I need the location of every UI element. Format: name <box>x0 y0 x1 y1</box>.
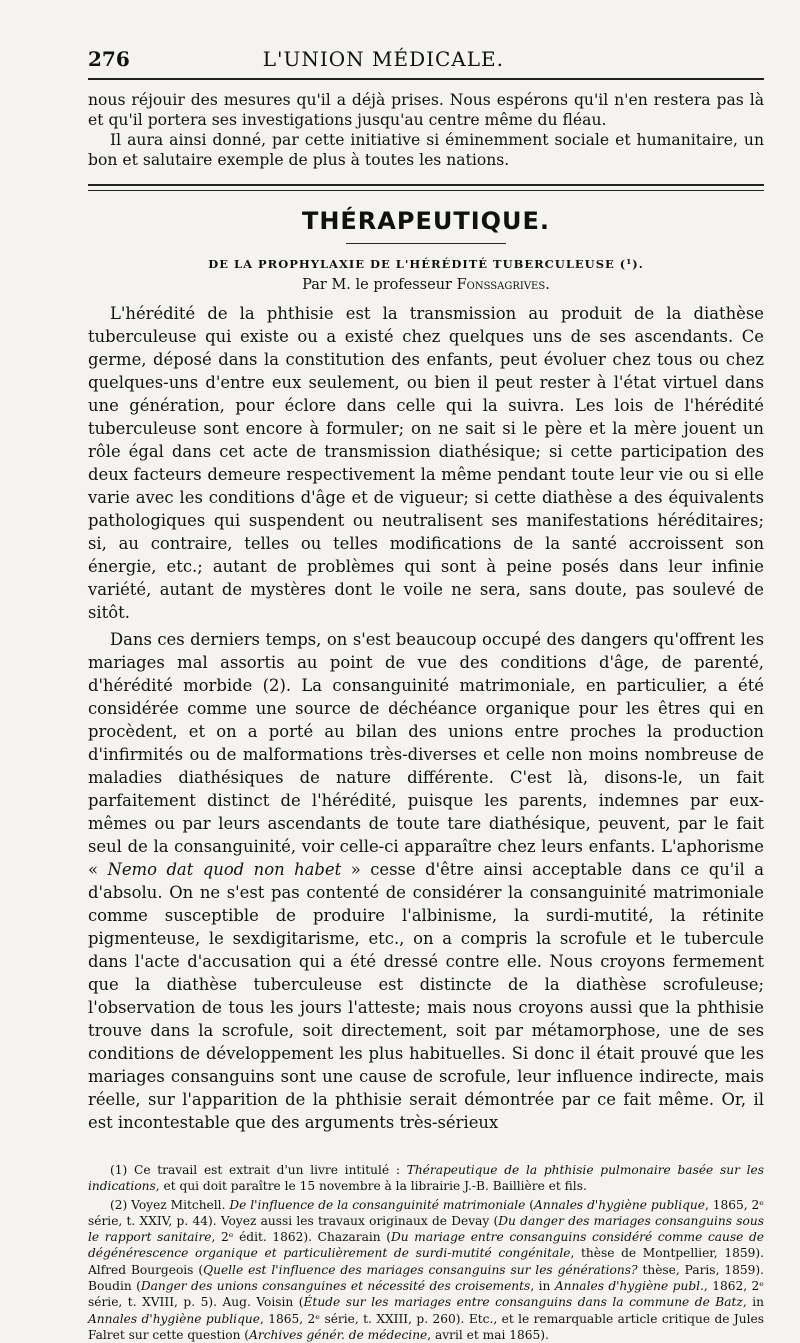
byline-author: Fonssagrives. <box>456 277 550 293</box>
body-paragraph-1: L'hérédité de la phthisie est la transmission au produit de la diathèse tuberculeuse qui existe ou a existé chez quelques uns de ses ascendants. Ce germe, déposé dans la constitution des enfants, peut évoluer chez tous ou chez quelques-uns d'entre eux seulement, ou bien il peut rester à l'état virtuel dans une génération, pour éclore dans celle qui la suivra. Les lois de l'hérédité tuberculeuse sont encore à formuler; on ne sait si le père et la mère jouent un rôle égal dans cet acte de transmission diathésique; si cette participation des deux facteurs demeure respectivement la même pendant toute leur vie ou si elle varie avec les conditions d'âge et de vigueur; si cette diathèse a des équivalents pathologiques qui suspendent ou neutralisent ses manifestations héréditaires; si, au contraire, telles ou telles modifications de la santé accroissent son énergie, etc.; autant de problèmes qui sont à peine posés dans leur infinie variété, autant de mystères dont le voile ne sera, sans doute, pas soulevé de sitôt. <box>88 304 764 622</box>
fn1-book-title: Thérapeutique de la phthisie pulmonaire basée sur les indications <box>88 1163 765 1194</box>
footnotes <box>88 1162 764 1343</box>
footnote-2 <box>88 1197 764 1343</box>
fn2-title-3: Du danger des mariages consanguins sous le rapport sanitaire <box>88 1213 764 1245</box>
fn2-title-4: Du mariage entre consanguins considéré comme cause de dégénérescence organique et particulièrement de surdi-mutité congénitale <box>88 1230 764 1261</box>
fn2-text-a: (2) Voyez Mitchell. <box>110 1197 226 1212</box>
byline-prefix: Par M. le professeur <box>302 277 452 293</box>
fn2-text-b: ( <box>529 1197 535 1212</box>
running-title: L'UNION MÉDICALE. <box>262 47 504 71</box>
fn2-title-8: Étude sur les mariages entre consanguins dans la commune de Batz <box>303 1295 743 1310</box>
fn2-text-c: , 1865, 2ᵉ série, t. XXIV, p. 44). Voyez aussi les travaux originaux de Devay ( <box>88 1197 765 1228</box>
fn1-text-b: , et qui doit paraître le 15 novembre à la librairie J.-B. Baillière et fils. <box>155 1179 587 1194</box>
fn2-text-h: , 1862, 2ᵉ série, t. XVIII, p. 5). Aug. Voisin ( <box>88 1279 764 1310</box>
fn2-title-5: Quelle est l'influence des mariages consanguins sur les générations? <box>203 1262 638 1277</box>
fn2-title-2: Annales d'hygiène publique <box>534 1197 705 1212</box>
body-p2-part1: Dans ces derniers temps, on s'est beaucoup occupé des dangers qu'offrent les mariages mal assortis au point de vue des conditions d'âge, de parenté, d'hérédité morbide (2). La consanguinité matrimoniale, en particulier, a été considérée comme une source de déchéance organique pour les êtres qui en procèdent, et on a porté au bilan des unions entre proches la production d'infirmités ou de malformations très-diverses et celle non moins nombreuse de maladies diathésiques de nature différente. C'est là, disons-le, un fait parfaitement distinct de l'hérédité, puisque les parents, indemnes par eux-mêmes ou par leurs ascendants de toute tare diathésique, peuvent, par le fait seul de la consanguinité, voir celle-ci apparaître chez leurs enfants. L'aphorisme « <box>88 630 764 879</box>
fn2-text-d: , 2ᵉ édit. 1862). Chazarain ( <box>211 1230 392 1245</box>
fn1-text-a: (1) Ce travail est extrait d'un livre intitulé : <box>110 1163 400 1177</box>
footnote-1 <box>88 1162 764 1195</box>
body-paragraph-2 <box>88 628 764 1134</box>
fn2-text-k: , avril et mai 1865). <box>427 1327 549 1342</box>
section-separator <box>88 184 764 191</box>
article-subtitle: DE LA PROPHYLAXIE DE L'HÉRÉDITÉ TUBERCULEUSE (¹). <box>208 257 644 271</box>
lead-paragraph-2: Il aura ainsi donné, par cette initiative si éminemment sociale et humanitaire, un bon et salutaire exemple de plus à toutes les nations. <box>88 131 764 169</box>
fn2-text-i: , in <box>742 1295 764 1310</box>
fn2-text-g: , in <box>530 1279 551 1294</box>
header-rule <box>88 78 764 80</box>
latin-aphorism: Nemo dat quod non habet <box>107 860 342 879</box>
fn2-text-j: , 1865, 2ᵉ série, t. XXIII, p. 260). Etc., et le remarquable article critique de Jules Falret sur cette question ( <box>88 1311 764 1342</box>
section-title: THÉRAPEUTIQUE. <box>301 207 551 235</box>
lead-paragraph-1: nous réjouir des mesures qu'il a déjà prises. Nous espérons qu'il n'en restera pas là et qu'il portera ses investigations jusqu'au centre même du fléau. <box>88 91 764 129</box>
fn2-title-1: De l'influence de la consanguinité matrimoniale <box>229 1197 526 1212</box>
title-rule <box>346 243 506 244</box>
fn2-title-9: Annales d'hygiène publique <box>88 1311 260 1326</box>
fn2-text-f: thèse, Paris, 1859). Boudin ( <box>88 1262 764 1294</box>
page-number: 276 <box>88 47 130 71</box>
fn2-title-7: Annales d'hygiène publ. <box>554 1279 704 1294</box>
fn2-text-e: , thèse de Montpellier, 1859). Alfred Bourgeois ( <box>88 1246 764 1277</box>
running-head <box>88 46 764 72</box>
body-p2-part2: » cesse d'être ainsi acceptable dans ce qu'il a d'absolu. On ne s'est pas contenté de considérer la consanguinité matrimoniale comme susceptible de produire l'albinisme, la surdi-mutité, la rétinite pigmenteuse, le sexdigitarisme, etc., on a compris la scrofule et le tubercule dans l'acte d'accusation qui a été dressé contre elle. Nous croyons fermement que la diathèse tuberculeuse est distincte de la diathèse scrofuleuse; l'observation de tous les jours l'atteste; mais nous croyons aussi que la phthisie trouve dans la scrofule, soit directement, soit par métamorphose, une de ses conditions de développement les plus habituelles. Si donc il était prouvé que les mariages consanguins sont une cause de scrofule, leur influence indirecte, mais réelle, sur l'apparition de la phthisie serait démontrée par ce fait même. Or, il est incontestable que des arguments très-sérieux <box>88 860 765 1132</box>
fn2-title-10: Archives génér. de médecine <box>249 1327 428 1342</box>
byline <box>88 274 764 296</box>
article-body <box>88 302 764 1134</box>
fn2-title-6: Danger des unions consanguines et nécessité des croisements <box>140 1279 531 1294</box>
